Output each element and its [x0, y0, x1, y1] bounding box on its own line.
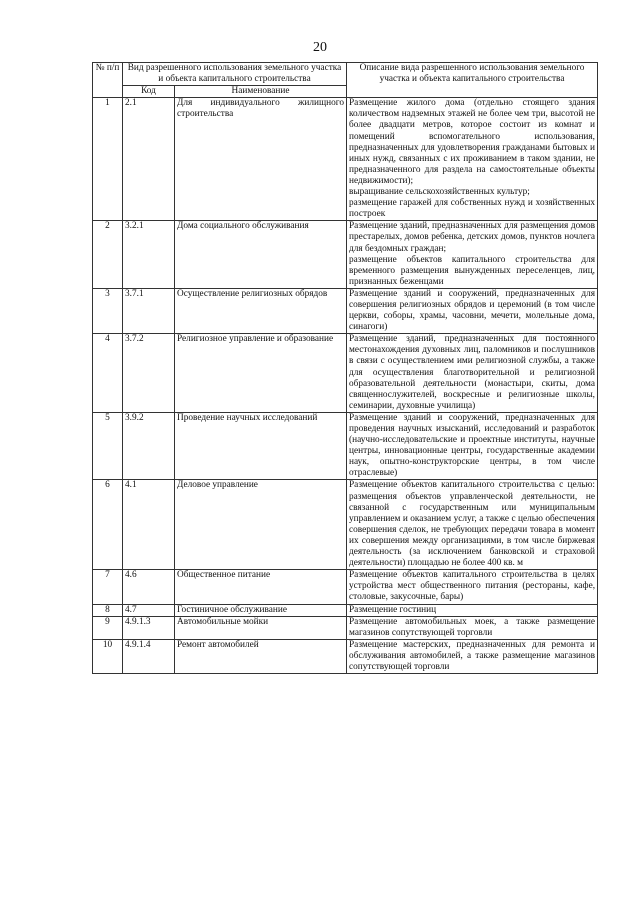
- description-paragraph: Размещение зданий, предназначенных для постоянного местонахождения духовных лиц, паломников и послушников в связи с осуществлением ими религиозной службы, а также для осуществления благотворительной и религиозной образовательной деятельности (монастыри, скиты, дома священнослужителей, воскресные и религиозные школы, семинарии, духовные училища): [349, 334, 596, 411]
- description-paragraph: выращивание сельскохозяйственных культур;: [349, 187, 530, 198]
- use-code: 4.6: [123, 570, 175, 604]
- row-number: 8: [93, 604, 123, 616]
- use-description: [347, 616, 598, 639]
- use-code: 4.7: [123, 604, 175, 616]
- permitted-use-table: [92, 62, 598, 674]
- use-description: [347, 288, 598, 333]
- description-paragraph: Размещение автомобильных моек, а также размещение магазинов сопутствующей торговли: [349, 616, 596, 638]
- use-name: Осуществление религиозных обрядов: [175, 288, 347, 333]
- table-row: [93, 334, 598, 413]
- description-paragraph: Размещение объектов капитального строительства в целях устройства мест общественного питания (рестораны, кафе, столовые, закусочные, бары): [349, 570, 596, 603]
- table-row: [93, 412, 598, 480]
- page-number: 20: [313, 40, 327, 55]
- row-number: 4: [93, 334, 123, 413]
- table-row: [93, 604, 598, 616]
- table-row: [93, 98, 598, 221]
- use-name: Автомобильные мойки: [175, 616, 347, 639]
- description-paragraph: Размещение зданий и сооружений, предназначенных для совершения религиозных обрядов и церемоний (в том числе церкви, соборы, храмы, часовни, мечети, молельные дома, синагоги): [349, 288, 596, 333]
- use-name: Ремонт автомобилей: [175, 639, 347, 673]
- use-description: [347, 334, 598, 413]
- use-code: 3.7.1: [123, 288, 175, 333]
- use-name: Для индивидуального жилищного строительства: [175, 98, 347, 221]
- row-number: 2: [93, 221, 123, 289]
- table-row: [93, 221, 598, 289]
- header-name: Наименование: [175, 86, 347, 98]
- use-code: 3.2.1: [123, 221, 175, 289]
- table-row: [93, 639, 598, 673]
- use-code: 2.1: [123, 98, 175, 221]
- table-row: [93, 480, 598, 570]
- description-paragraph: Размещение зданий, предназначенных для размещения домов престарелых, домов ребенка, детских домов, пунктов ночлега для бездомных граждан;: [349, 221, 596, 254]
- use-description: [347, 604, 598, 616]
- use-description: [347, 639, 598, 673]
- table-row: [93, 288, 598, 333]
- use-code: 4.9.1.3: [123, 616, 175, 639]
- use-description: [347, 98, 598, 221]
- row-number: 1: [93, 98, 123, 221]
- use-description: [347, 412, 598, 480]
- description-paragraph: Размещение мастерских, предназначенных для ремонта и обслуживания автомобилей, а также размещение магазинов сопутствующей торговли: [349, 639, 596, 672]
- description-paragraph: Размещение жилого дома (отдельно стоящего здания количеством надземных этажей не более чем три, высотой не более двадцати метров, которое состоит из комнат и помещений вспомогательного использования, предназначенных для удовлетворения гражданами бытовых и иных нужд, связанных с их проживанием в таком здании, не предназначенного для раздела на самостоятельные объекты недвижимости);: [349, 98, 596, 186]
- use-description: [347, 221, 598, 289]
- table-header-row: [93, 63, 598, 86]
- table-row: [93, 570, 598, 604]
- description-paragraph: Размещение гостиниц: [349, 604, 437, 615]
- use-name: Религиозное управление и образование: [175, 334, 347, 413]
- header-use-type-group: Вид разрешенного использования земельного участка и объекта капитального строительства: [123, 63, 347, 86]
- use-name: Общественное питание: [175, 570, 347, 604]
- description-paragraph: размещение объектов капитального строительства для временного размещения вынужденных переселенцев, лиц, признанных беженцами: [349, 254, 596, 287]
- use-name: Проведение научных исследований: [175, 412, 347, 480]
- row-number: 9: [93, 616, 123, 639]
- row-number: 7: [93, 570, 123, 604]
- description-paragraph: размещение гаражей для собственных нужд и хозяйственных построек: [349, 198, 596, 220]
- use-code: 3.9.2: [123, 412, 175, 480]
- table-row: [93, 616, 598, 639]
- row-number: 10: [93, 639, 123, 673]
- use-description: [347, 570, 598, 604]
- row-number: 6: [93, 480, 123, 570]
- header-number: № п/п: [93, 63, 123, 98]
- table-body: [93, 98, 598, 674]
- row-number: 3: [93, 288, 123, 333]
- use-code: 3.7.2: [123, 334, 175, 413]
- row-number: 5: [93, 412, 123, 480]
- use-description: [347, 480, 598, 570]
- description-paragraph: Размещение зданий и сооружений, предназначенных для проведения научных изысканий, исследований и разработок (научно-исследовательские и проектные институты, научные центры, инновационные центры, государственные академии наук, опытно-конструкторские центры, в том числе отраслевые): [349, 412, 596, 479]
- use-name: Дома социального обслуживания: [175, 221, 347, 289]
- use-code: 4.1: [123, 480, 175, 570]
- use-name: Гостиничное обслуживание: [175, 604, 347, 616]
- description-paragraph: Размещение объектов капитального строительства с целью: размещения объектов управленческой деятельности, не связанной с государственным или муниципальным управлением и оказанием услуг, а также с целью обеспечения совершения сделок, не требующих передачи товара в момент их совершения между организациями, в том числе биржевая деятельность (за исключением банковской и страховой деятельности) площадью не более 400 кв. м: [349, 480, 596, 569]
- use-name: Деловое управление: [175, 480, 347, 570]
- use-code: 4.9.1.4: [123, 639, 175, 673]
- header-code: Код: [123, 86, 175, 98]
- header-description: Описание вида разрешенного использования земельного участка и объекта капитального строительства: [347, 63, 598, 98]
